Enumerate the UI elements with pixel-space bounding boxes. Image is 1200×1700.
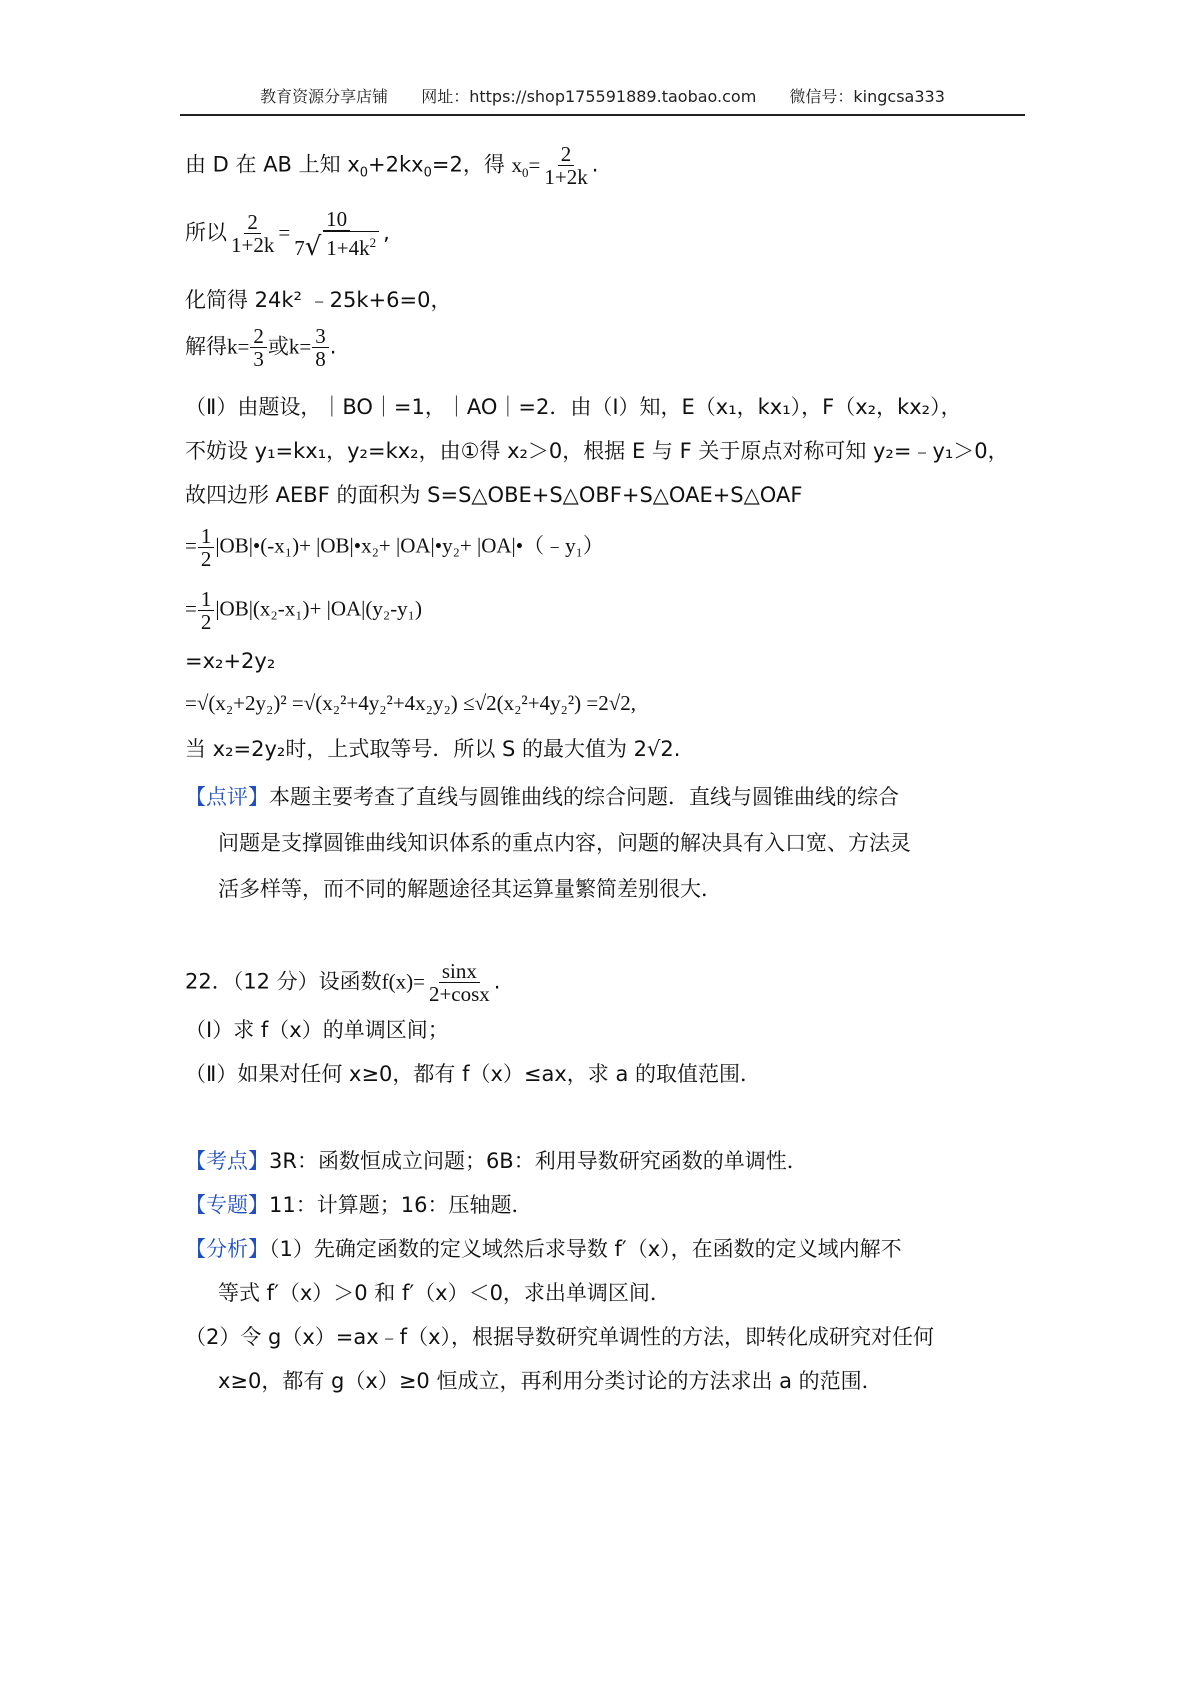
solution-line-12: 当 x₂=2y₂时，上式取等号．所以 S 的最大值为 2√2. [185, 737, 681, 761]
solution-line-2: 所以 $\frac{2}{1+2k}$ = $\frac{10}{7√ 1+4k^2}$ , [185, 207, 390, 262]
solution-line-6: 不妨设 y₁=kx₁，y₂=kx₂，由①得 x₂＞0，根据 E 与 F 关于原点对称可知 y₂=﹣y₁＞0， [185, 439, 1009, 463]
question-22-part-1: （Ⅰ）求 f（x）的单调区间； [185, 1018, 449, 1042]
fenxi-line-3: （2）令 g（x）=ax﹣f（x），根据导数研究单调性的方法，即转化成研究对任何 [185, 1325, 935, 1349]
solution-line-1: 由 D 在 AB 上知 $x_0+2kx_0=2$，得 $x_0=$ $\frac{2}{1+2k}$ . [185, 142, 599, 189]
kaodian-line: 【考点】3R：函数恒成立问题；6B：利用导数研究函数的单调性． [185, 1149, 808, 1173]
comment-line-1: 【点评】本题主要考查了直线与圆锥曲线的综合问题．直线与圆锥曲线的综合 [185, 785, 899, 809]
solution-line-9: = $\frac{1}{2}$ |OB|(x₂-x₁)+ |OA|(y₂-y₁) [185, 587, 423, 634]
fenxi-line-2: 等式 f′（x）＞0 和 f′（x）＜0，求出单调区间． [218, 1281, 671, 1305]
header-shop: 教育资源分享店铺 [260, 87, 389, 106]
comment-tag: 【点评】 [185, 785, 269, 809]
fenxi-line-1: 【分析】（1）先确定函数的定义域然后求导数 f′（x），在函数的定义域内解不 [185, 1237, 902, 1261]
solution-line-10: =x₂+2y₂ [185, 649, 276, 673]
page-header [180, 84, 1025, 116]
question-22-part-2: （Ⅱ）如果对任何 x≥0，都有 f（x）≤ax，求 a 的取值范围． [185, 1062, 762, 1086]
fenxi-tag: 【分析】 [185, 1237, 269, 1261]
header-url: 网址：https://shop175591889.taobao.com [421, 87, 757, 106]
fraction: $\frac{\sin x}{2+\cos x}$ [428, 959, 490, 1006]
solution-line-7: 故四边形 AEBF 的面积为 S=S△OBE+S△OBF+S△OAE+S△OAF [185, 483, 803, 507]
fraction: $\frac{10}{7√ 1+4k^2}$ [291, 208, 382, 259]
fraction: $\frac{2}{3}$ [250, 325, 267, 370]
fraction: $\frac{2}{1+2k}$ [231, 210, 275, 257]
solution-line-5: （Ⅱ）由题设，｜BO｜=1，｜AO｜=2．由（Ⅰ）知，E（x₁，kx₁），F（x₂，kx₂）， [185, 395, 962, 419]
fenxi-line-4: x≥0，都有 g（x）≥0 恒成立，再利用分类讨论的方法求出 a 的范围． [218, 1369, 883, 1393]
comment-line-2: 问题是支撑圆锥曲线知识体系的重点内容，问题的解决具有入口宽、方法灵 [218, 831, 911, 855]
solution-line-8: = $\frac{1}{2}$ |OB|•(-x₁)+ |OB|•x₂+ |OA|•y₂+ |OA|•（﹣y₁） [185, 524, 604, 571]
zhuanti-line: 【专题】11：计算题；16：压轴题． [185, 1193, 533, 1217]
kaodian-tag: 【考点】 [185, 1149, 269, 1173]
fraction: $\frac{2}{1+2k}$ [544, 142, 588, 189]
solution-line-11: =√(x₂+2y₂)² =√(x₂²+4y₂²+4x₂y₂) ≤√2(x₂²+4y₂²) =2√2, [185, 691, 637, 715]
comment-line-3: 活多样等，而不同的解题途径其运算量繁简差别很大． [218, 877, 722, 901]
header-wechat: 微信号：kingcsa333 [789, 87, 945, 106]
solution-line-4: 解得k= $\frac{2}{3}$ 或k= $\frac{3}{8}$ . [185, 324, 337, 371]
solution-line-3: 化简得 24k² ﹣25k+6=0， [185, 288, 452, 312]
zhuanti-tag: 【专题】 [185, 1193, 269, 1217]
fraction: $\frac{3}{8}$ [312, 325, 329, 370]
question-22: 22．（12 分）设函数f(x)= $\frac{\sin x}{2+\cos x}$ . [185, 959, 501, 1006]
